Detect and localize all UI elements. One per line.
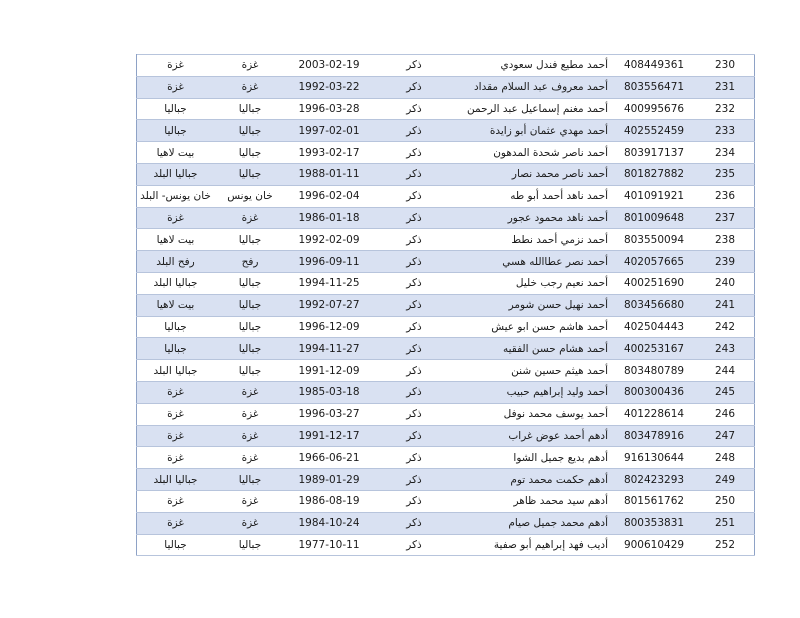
cell-seq: 237 [696, 207, 755, 229]
cell-seq: 233 [696, 120, 755, 142]
cell-dob: 1966-06-21 [286, 447, 372, 469]
cell-dob: 1994-11-25 [286, 272, 372, 294]
cell-seq: 235 [696, 163, 755, 185]
cell-name: أحمد مطيع فندل سعودي [456, 55, 612, 77]
cell-seq: 249 [696, 469, 755, 491]
cell-dob: 1989-01-29 [286, 469, 372, 491]
cell-area: بيت لاهيا [137, 142, 215, 164]
table-row [137, 447, 755, 469]
cell-dob: 1994-11-27 [286, 338, 372, 360]
cell-gender: ذكر [372, 120, 456, 142]
cell-area: جباليا [137, 98, 215, 120]
cell-id: 401228614 [612, 403, 696, 425]
table-row [137, 120, 755, 142]
cell-area: غزة [137, 381, 215, 403]
cell-name: أدهم بديع جميل الشوا [456, 447, 612, 469]
cell-governorate: جباليا [214, 360, 286, 382]
cell-area: بيت لاهيا [137, 229, 215, 251]
cell-area: بيت لاهيا [137, 294, 215, 316]
cell-gender: ذكر [372, 447, 456, 469]
roster-body [137, 55, 755, 556]
cell-gender: ذكر [372, 55, 456, 77]
cell-name: أدهم سيد محمد ظاهر [456, 490, 612, 512]
cell-governorate: جباليا [214, 163, 286, 185]
cell-name: أحمد ناصر شحدة المدهون [456, 142, 612, 164]
cell-name: أحمد ناهد محمود عجور [456, 207, 612, 229]
cell-seq: 232 [696, 98, 755, 120]
cell-id: 400251690 [612, 272, 696, 294]
cell-seq: 251 [696, 512, 755, 534]
cell-seq: 234 [696, 142, 755, 164]
cell-seq: 242 [696, 316, 755, 338]
cell-seq: 239 [696, 251, 755, 273]
table-row [137, 76, 755, 98]
cell-area: غزة [137, 425, 215, 447]
cell-id: 800353831 [612, 512, 696, 534]
cell-name: أحمد مغنم إسماعيل عبد الرحمن [456, 98, 612, 120]
cell-id: 803917137 [612, 142, 696, 164]
cell-dob: 1991-12-17 [286, 425, 372, 447]
table-row [137, 294, 755, 316]
cell-dob: 2003-02-19 [286, 55, 372, 77]
cell-id: 402057665 [612, 251, 696, 273]
cell-id: 402552459 [612, 120, 696, 142]
table-row [137, 534, 755, 556]
cell-name: أحمد نزمي أحمد نطط [456, 229, 612, 251]
cell-governorate: غزة [214, 512, 286, 534]
cell-governorate: جباليا [214, 294, 286, 316]
cell-id: 803478916 [612, 425, 696, 447]
cell-id: 801561762 [612, 490, 696, 512]
cell-governorate: غزة [214, 207, 286, 229]
cell-area: رفح البلد [137, 251, 215, 273]
cell-name: أحمد ناصر محمد نصار [456, 163, 612, 185]
cell-governorate: غزة [214, 490, 286, 512]
cell-gender: ذكر [372, 360, 456, 382]
cell-id: 803550094 [612, 229, 696, 251]
cell-governorate: رفح [214, 251, 286, 273]
cell-area: غزة [137, 76, 215, 98]
table-row [137, 490, 755, 512]
cell-id: 408449361 [612, 55, 696, 77]
cell-area: خان يونس- البلد [137, 185, 215, 207]
cell-dob: 1992-07-27 [286, 294, 372, 316]
cell-gender: ذكر [372, 163, 456, 185]
cell-governorate: جباليا [214, 469, 286, 491]
cell-name: أحمد معروف عبد السلام مقداد [456, 76, 612, 98]
cell-area: غزة [137, 490, 215, 512]
cell-gender: ذكر [372, 425, 456, 447]
table-row [137, 98, 755, 120]
cell-area: غزة [137, 55, 215, 77]
cell-dob: 1992-02-09 [286, 229, 372, 251]
cell-dob: 1977-10-11 [286, 534, 372, 556]
cell-name: أحمد هيثم حسين شنن [456, 360, 612, 382]
cell-area: جباليا البلد [137, 469, 215, 491]
cell-id: 802423293 [612, 469, 696, 491]
cell-governorate: جباليا [214, 534, 286, 556]
cell-name: أحمد هشام حسن الفقيه [456, 338, 612, 360]
cell-gender: ذكر [372, 381, 456, 403]
cell-area: غزة [137, 447, 215, 469]
cell-seq: 250 [696, 490, 755, 512]
cell-area: غزة [137, 207, 215, 229]
cell-governorate: غزة [214, 55, 286, 77]
cell-gender: ذكر [372, 316, 456, 338]
cell-area: جباليا البلد [137, 163, 215, 185]
cell-seq: 244 [696, 360, 755, 382]
cell-gender: ذكر [372, 142, 456, 164]
cell-id: 400253167 [612, 338, 696, 360]
cell-governorate: جباليا [214, 120, 286, 142]
cell-id: 803480789 [612, 360, 696, 382]
cell-seq: 252 [696, 534, 755, 556]
cell-area: غزة [137, 512, 215, 534]
cell-seq: 238 [696, 229, 755, 251]
cell-seq: 243 [696, 338, 755, 360]
cell-dob: 1988-01-11 [286, 163, 372, 185]
cell-governorate: خان يونس [214, 185, 286, 207]
cell-governorate: غزة [214, 76, 286, 98]
cell-governorate: جباليا [214, 338, 286, 360]
cell-governorate: جباليا [214, 229, 286, 251]
cell-name: أحمد يوسف محمد نوفل [456, 403, 612, 425]
table-row [137, 229, 755, 251]
table-row [137, 338, 755, 360]
cell-dob: 1997-02-01 [286, 120, 372, 142]
cell-gender: ذكر [372, 76, 456, 98]
cell-area: جباليا [137, 534, 215, 556]
cell-seq: 230 [696, 55, 755, 77]
cell-name: أدهم محمد جميل صيام [456, 512, 612, 534]
cell-governorate: جباليا [214, 98, 286, 120]
cell-governorate: جباليا [214, 142, 286, 164]
cell-dob: 1991-12-09 [286, 360, 372, 382]
cell-id: 801009648 [612, 207, 696, 229]
cell-id: 800300436 [612, 381, 696, 403]
cell-dob: 1996-03-28 [286, 98, 372, 120]
cell-dob: 1992-03-22 [286, 76, 372, 98]
cell-area: جباليا [137, 338, 215, 360]
cell-dob: 1986-08-19 [286, 490, 372, 512]
cell-id: 402504443 [612, 316, 696, 338]
cell-name: أديب فهد إبراهيم أبو صفية [456, 534, 612, 556]
cell-gender: ذكر [372, 512, 456, 534]
cell-seq: 241 [696, 294, 755, 316]
cell-dob: 1996-03-27 [286, 403, 372, 425]
cell-id: 801827882 [612, 163, 696, 185]
cell-dob: 1996-09-11 [286, 251, 372, 273]
cell-governorate: جباليا [214, 316, 286, 338]
cell-seq: 245 [696, 381, 755, 403]
cell-name: أحمد نعيم رجب خليل [456, 272, 612, 294]
cell-governorate: غزة [214, 381, 286, 403]
cell-governorate: غزة [214, 425, 286, 447]
table-row [137, 469, 755, 491]
cell-name: أحمد نهيل حسن شومر [456, 294, 612, 316]
cell-gender: ذكر [372, 294, 456, 316]
table-row [137, 185, 755, 207]
cell-seq: 246 [696, 403, 755, 425]
cell-gender: ذكر [372, 338, 456, 360]
cell-gender: ذكر [372, 272, 456, 294]
cell-dob: 1996-12-09 [286, 316, 372, 338]
cell-name: أدهم حكمت محمد توم [456, 469, 612, 491]
cell-gender: ذكر [372, 229, 456, 251]
cell-name: أحمد مهدي عثمان أبو زايدة [456, 120, 612, 142]
cell-area: غزة [137, 403, 215, 425]
cell-gender: ذكر [372, 98, 456, 120]
cell-id: 900610429 [612, 534, 696, 556]
table-row [137, 207, 755, 229]
cell-gender: ذكر [372, 185, 456, 207]
cell-area: جباليا [137, 120, 215, 142]
cell-name: أحمد هاشم حسن ابو عيش [456, 316, 612, 338]
table-row [137, 381, 755, 403]
cell-dob: 1985-03-18 [286, 381, 372, 403]
cell-area: جباليا البلد [137, 360, 215, 382]
cell-id: 916130644 [612, 447, 696, 469]
cell-dob: 1986-01-18 [286, 207, 372, 229]
cell-name: أحمد وليد إبراهيم حبيب [456, 381, 612, 403]
cell-seq: 240 [696, 272, 755, 294]
table-row [137, 142, 755, 164]
cell-gender: ذكر [372, 403, 456, 425]
table-row [137, 425, 755, 447]
cell-gender: ذكر [372, 490, 456, 512]
cell-name: أحمد ناهد أحمد أبو طه [456, 185, 612, 207]
cell-dob: 1993-02-17 [286, 142, 372, 164]
cell-seq: 247 [696, 425, 755, 447]
cell-seq: 231 [696, 76, 755, 98]
cell-name: أدهم أحمد عوض غراب [456, 425, 612, 447]
roster-table [136, 54, 755, 556]
table-row [137, 360, 755, 382]
cell-governorate: غزة [214, 447, 286, 469]
cell-dob: 1996-02-04 [286, 185, 372, 207]
cell-dob: 1984-10-24 [286, 512, 372, 534]
cell-id: 803456680 [612, 294, 696, 316]
cell-seq: 236 [696, 185, 755, 207]
cell-gender: ذكر [372, 469, 456, 491]
cell-area: جباليا [137, 316, 215, 338]
table-row [137, 316, 755, 338]
cell-governorate: غزة [214, 403, 286, 425]
cell-id: 400995676 [612, 98, 696, 120]
table-row [137, 251, 755, 273]
cell-gender: ذكر [372, 534, 456, 556]
cell-governorate: جباليا [214, 272, 286, 294]
table-row [137, 163, 755, 185]
cell-gender: ذكر [372, 207, 456, 229]
table-row [137, 272, 755, 294]
table-row [137, 55, 755, 77]
cell-seq: 248 [696, 447, 755, 469]
cell-id: 803556471 [612, 76, 696, 98]
cell-area: جباليا البلد [137, 272, 215, 294]
table-row [137, 512, 755, 534]
table-row [137, 403, 755, 425]
cell-name: أحمد نصر عطاالله هسي [456, 251, 612, 273]
cell-gender: ذكر [372, 251, 456, 273]
cell-id: 401091921 [612, 185, 696, 207]
